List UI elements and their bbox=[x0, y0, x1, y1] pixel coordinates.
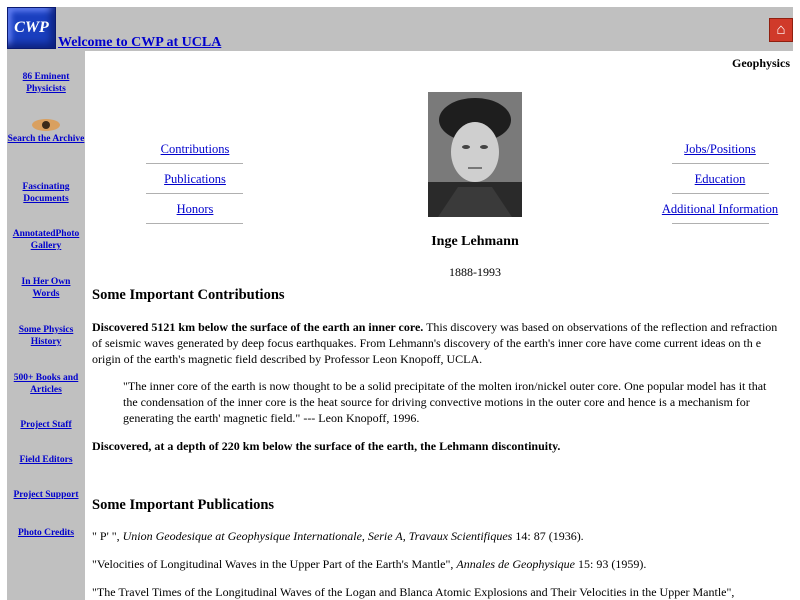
logo-text: CWP bbox=[14, 19, 49, 36]
nav-link[interactable]: Honors bbox=[176, 202, 214, 216]
sidebar-item-staff bbox=[7, 419, 85, 431]
sidebar-link[interactable]: Field Editors bbox=[19, 455, 73, 465]
contribution-bold: Discovered 5121 km below the surface of the earth an inner core. bbox=[92, 320, 424, 334]
sidebar-item-support bbox=[7, 489, 85, 501]
publications-heading: Some Important Publications bbox=[92, 497, 275, 513]
sidebar bbox=[7, 51, 85, 600]
sidebar-item-credits bbox=[7, 527, 85, 539]
divider bbox=[146, 163, 243, 164]
nav-education bbox=[660, 172, 780, 187]
sidebar-link[interactable]: Project Support bbox=[13, 490, 79, 500]
nav-link[interactable]: Contributions bbox=[160, 142, 230, 156]
nav-additional-info bbox=[650, 202, 790, 217]
publication-title: "The Travel Times of the Longitudinal Waves of the Logan and Blanca Atomic Explosions and Their Velocities in the Upper Mantle", bbox=[92, 585, 735, 599]
publication-journal: Union Geodesique at Geophysique Internationale, Serie A, Travaux Scientifiques bbox=[122, 529, 513, 543]
nav-honors bbox=[140, 202, 250, 217]
sidebar-link[interactable]: Search the Archive bbox=[7, 134, 85, 144]
site-title-link[interactable]: Welcome to CWP at UCLA bbox=[58, 35, 222, 50]
nav-jobs bbox=[660, 142, 780, 157]
contributions-heading: Some Important Contributions bbox=[92, 287, 285, 303]
publication-title: " P' ", bbox=[92, 529, 123, 543]
portrait-image bbox=[428, 92, 522, 217]
contribution-discontinuity: Discovered, at a depth of 220 km below the surface of the earth, the Lehmann discontinuity. bbox=[92, 439, 561, 453]
sidebar-link[interactable]: Project Staff bbox=[20, 420, 72, 430]
contribution-text: This discovery was based on observations of the reflection and refraction of seismic waves generated by deep focus earthquakes. From Lehmann's discovery of the earth's inner core have come current ideas on th e origin of the earth's magnetic field described by Professor Leon Knopoff, UCLA. bbox=[92, 320, 778, 366]
sidebar-item-own-words bbox=[7, 276, 85, 300]
knopoff-quote: "The inner core of the earth is now thought to be a solid precipitate of the molten iron/nickel outer core. One popular model has it that the condensation of the inner core is the heat source for driving convective motions in the outer core and hence is a mechanism for generating the earth' magnetic field." --- Leon Knopoff, 1996. bbox=[123, 379, 767, 425]
sidebar-link[interactable]: Fascinating Documents bbox=[22, 182, 70, 204]
contribution-paragraph bbox=[92, 319, 782, 367]
nav-contributions bbox=[140, 142, 250, 157]
publication-title: "Velocities of Longitudinal Waves in the Upper Part of the Earth's Mantle", bbox=[92, 557, 457, 571]
person-name: Inge Lehmann bbox=[431, 234, 519, 249]
divider bbox=[672, 223, 769, 224]
header-bar bbox=[7, 7, 793, 51]
sidebar-item-books bbox=[7, 372, 85, 396]
publication-item bbox=[92, 584, 782, 600]
sidebar-link[interactable]: 500+ Books and Articles bbox=[13, 373, 79, 395]
publication-item bbox=[92, 528, 782, 544]
sidebar-item-gallery bbox=[7, 228, 85, 252]
portrait-photo bbox=[428, 92, 522, 217]
publication-journal: Annales de Geophysique bbox=[456, 557, 575, 571]
nav-link[interactable]: Additional Information bbox=[661, 202, 779, 216]
publication-ref: 14: 87 (1936). bbox=[512, 529, 584, 543]
eye-icon[interactable] bbox=[32, 119, 60, 131]
sidebar-item-history bbox=[7, 324, 85, 348]
cwp-logo[interactable] bbox=[7, 7, 56, 49]
section-label: Geophysics bbox=[731, 56, 790, 70]
sidebar-link[interactable]: 86 Eminent Physicists bbox=[22, 72, 70, 94]
sidebar-item-physicists bbox=[7, 71, 85, 95]
sidebar-link[interactable]: Some Physics History bbox=[18, 325, 74, 347]
nav-link[interactable]: Jobs/Positions bbox=[684, 142, 756, 156]
publication-ref: 15: 93 (1959). bbox=[575, 557, 647, 571]
person-dates: 1888-1993 bbox=[449, 265, 501, 279]
divider bbox=[672, 163, 769, 164]
nav-publications bbox=[140, 172, 250, 187]
sidebar-link[interactable]: In Her Own Words bbox=[21, 277, 71, 299]
divider bbox=[146, 193, 243, 194]
home-icon[interactable]: ⌂ bbox=[769, 18, 793, 42]
nav-link[interactable]: Publications bbox=[164, 172, 226, 186]
sidebar-link[interactable]: Photo Credits bbox=[17, 528, 75, 538]
sidebar-item-search bbox=[7, 119, 85, 145]
sidebar-item-documents bbox=[7, 181, 85, 205]
publication-item bbox=[92, 556, 782, 572]
sidebar-link[interactable]: AnnotatedPhoto Gallery bbox=[12, 229, 80, 251]
divider bbox=[146, 223, 243, 224]
sidebar-item-editors bbox=[7, 454, 85, 466]
nav-link[interactable]: Education bbox=[694, 172, 746, 186]
divider bbox=[672, 193, 769, 194]
